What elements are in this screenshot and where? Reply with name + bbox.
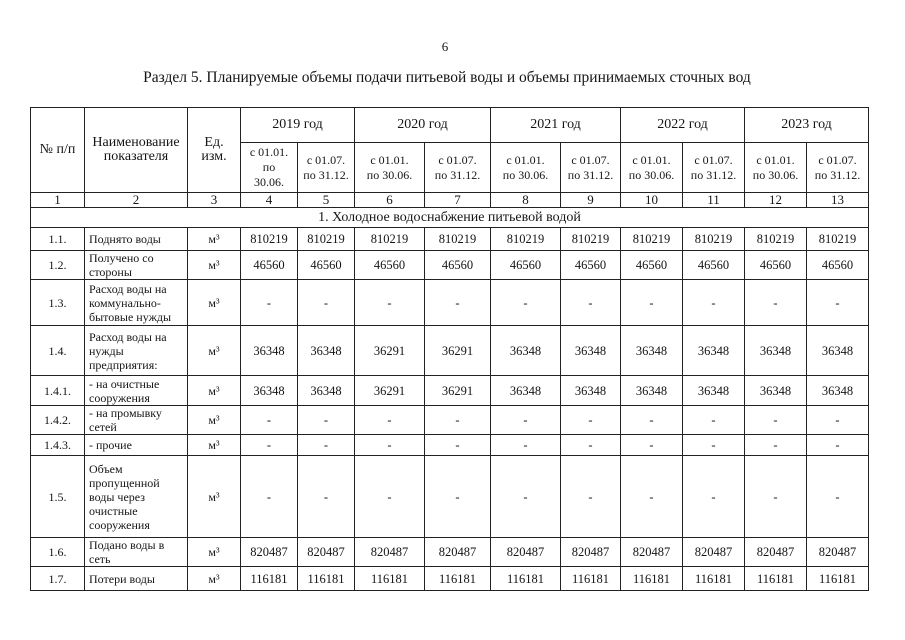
period-start: с 01.01.	[632, 152, 671, 167]
value-cell: -	[298, 280, 355, 326]
value-cell: 116181	[355, 567, 425, 591]
year-header: 2020 год	[355, 108, 491, 143]
value-cell: -	[355, 456, 425, 538]
row-number: 1.1.	[31, 228, 85, 251]
value-cell: 116181	[683, 567, 745, 591]
value-cell: 116181	[241, 567, 298, 591]
value-cell: -	[745, 435, 807, 456]
page-number: 6	[441, 39, 449, 54]
table-row	[31, 567, 869, 591]
value-cell: 46560	[683, 251, 745, 280]
indicator-name: Расход воды на нужды предприятия:	[85, 326, 188, 376]
indicator-name: - на промывку сетей	[85, 406, 188, 435]
value-cell: -	[683, 456, 745, 538]
period-end: по 30.06.	[366, 167, 413, 182]
value-cell: -	[745, 280, 807, 326]
period-start: с 01.07.	[306, 152, 346, 167]
value-cell: 46560	[491, 251, 561, 280]
period-header	[355, 143, 425, 193]
header-row-number: № п/п	[31, 108, 85, 193]
value-cell: 116181	[807, 567, 869, 591]
value-cell: -	[683, 435, 745, 456]
period-end: по 31.12.	[567, 167, 614, 182]
column-number: 3	[188, 193, 241, 208]
value-cell: 36348	[807, 376, 869, 406]
indicator-name: Получено со стороны	[85, 251, 188, 280]
value-cell: 820487	[561, 538, 621, 567]
table-row	[31, 456, 869, 538]
row-number: 1.5.	[31, 456, 85, 538]
indicator-name: Объем пропущенной воды через очистные сооружения	[85, 456, 188, 538]
row-number: 1.7.	[31, 567, 85, 591]
indicator-name: - на очистные сооружения	[85, 376, 188, 406]
column-number: 9	[561, 193, 621, 208]
indicator-name: - прочие	[85, 435, 188, 456]
unit-cell: м³	[188, 456, 241, 538]
period-start: с 01.07.	[571, 152, 610, 167]
period-end: по 30.06.	[752, 167, 799, 182]
value-cell: -	[425, 280, 491, 326]
value-cell: -	[425, 435, 491, 456]
value-cell: 116181	[298, 567, 355, 591]
period-end: по 30.06.	[254, 160, 284, 189]
period-header	[298, 143, 355, 193]
period-start: с 01.01.	[370, 152, 409, 167]
table-row	[31, 228, 869, 251]
period-header	[621, 143, 683, 193]
value-cell: 820487	[683, 538, 745, 567]
value-cell: 820487	[298, 538, 355, 567]
period-header	[425, 143, 491, 193]
table-row	[31, 538, 869, 567]
period-start: с 01.07.	[818, 152, 857, 167]
period-header	[241, 143, 298, 193]
value-cell: -	[561, 456, 621, 538]
period-header	[561, 143, 621, 193]
value-cell: -	[355, 280, 425, 326]
value-cell: 810219	[425, 228, 491, 251]
row-number: 1.4.	[31, 326, 85, 376]
value-cell: -	[491, 456, 561, 538]
period-end: по 31.12.	[814, 167, 861, 182]
value-cell: 36348	[298, 326, 355, 376]
value-cell: 36348	[491, 376, 561, 406]
value-cell: -	[491, 280, 561, 326]
table-row	[31, 326, 869, 376]
column-number: 10	[621, 193, 683, 208]
row-number: 1.2.	[31, 251, 85, 280]
period-start: с 01.01.	[506, 152, 545, 167]
value-cell: 116181	[491, 567, 561, 591]
value-cell: -	[241, 456, 298, 538]
unit-cell: м³	[188, 538, 241, 567]
value-cell: -	[355, 435, 425, 456]
value-cell: 36348	[491, 326, 561, 376]
column-number: 7	[425, 193, 491, 208]
value-cell: 36348	[298, 376, 355, 406]
unit-cell: м³	[188, 406, 241, 435]
value-cell: 36348	[561, 326, 621, 376]
value-cell: 36348	[745, 326, 807, 376]
unit-cell: м³	[188, 567, 241, 591]
header-indicator-name: Наименование показателя	[85, 108, 188, 193]
value-cell: 116181	[745, 567, 807, 591]
section-heading: 1. Холодное водоснабжение питьевой водой	[31, 208, 869, 228]
period-header	[807, 143, 869, 193]
value-cell: 810219	[621, 228, 683, 251]
column-number: 11	[683, 193, 745, 208]
value-cell: -	[807, 435, 869, 456]
value-cell: 46560	[425, 251, 491, 280]
year-header: 2022 год	[621, 108, 745, 143]
period-end: по 30.06.	[502, 167, 549, 182]
value-cell: 36348	[807, 326, 869, 376]
value-cell: -	[298, 406, 355, 435]
value-cell: -	[561, 280, 621, 326]
column-number: 4	[241, 193, 298, 208]
value-cell: 36348	[621, 376, 683, 406]
period-start: с 01.01.	[249, 145, 289, 159]
indicator-name: Потери воды	[85, 567, 188, 591]
value-cell: -	[621, 456, 683, 538]
value-cell: -	[425, 456, 491, 538]
value-cell: 820487	[241, 538, 298, 567]
period-start: с 01.01.	[756, 152, 795, 167]
section-row	[31, 208, 869, 228]
column-number: 13	[807, 193, 869, 208]
value-cell: -	[491, 406, 561, 435]
value-cell: 116181	[561, 567, 621, 591]
period-end: по 30.06.	[628, 167, 675, 182]
value-cell: 820487	[491, 538, 561, 567]
indicator-name: Расход воды на коммунально-бытовые нужды	[85, 280, 188, 326]
value-cell: -	[807, 406, 869, 435]
value-cell: 810219	[298, 228, 355, 251]
row-number: 1.4.1.	[31, 376, 85, 406]
column-number: 6	[355, 193, 425, 208]
value-cell: 36291	[425, 326, 491, 376]
value-cell: -	[241, 435, 298, 456]
value-cell: 36291	[355, 376, 425, 406]
period-header	[683, 143, 745, 193]
value-cell: -	[241, 406, 298, 435]
column-number-row	[31, 193, 869, 208]
value-cell: 36291	[355, 326, 425, 376]
value-cell: 46560	[745, 251, 807, 280]
value-cell: 116181	[621, 567, 683, 591]
value-cell: 46560	[621, 251, 683, 280]
row-number: 1.4.3.	[31, 435, 85, 456]
value-cell: 810219	[491, 228, 561, 251]
table-row	[31, 406, 869, 435]
water-supply-plan-table	[30, 107, 869, 591]
value-cell: 810219	[745, 228, 807, 251]
value-cell: 820487	[807, 538, 869, 567]
value-cell: -	[561, 406, 621, 435]
value-cell: 116181	[425, 567, 491, 591]
unit-cell: м³	[188, 326, 241, 376]
value-cell: 810219	[807, 228, 869, 251]
value-cell: -	[298, 435, 355, 456]
table-row	[31, 280, 869, 326]
value-cell: 46560	[298, 251, 355, 280]
value-cell: 810219	[241, 228, 298, 251]
document-title: Раздел 5. Планируемые объемы подачи питьевой воды и объемы принимаемых сточных вод	[143, 69, 751, 86]
period-end: по 31.12.	[434, 167, 481, 182]
period-end: по 31.12.	[303, 167, 349, 182]
value-cell: -	[683, 406, 745, 435]
column-number: 12	[745, 193, 807, 208]
column-number: 2	[85, 193, 188, 208]
period-header	[745, 143, 807, 193]
value-cell: 36348	[621, 326, 683, 376]
value-cell: -	[621, 406, 683, 435]
indicator-name: Подано воды в сеть	[85, 538, 188, 567]
value-cell: 46560	[807, 251, 869, 280]
value-cell: 36348	[683, 376, 745, 406]
row-number: 1.4.2.	[31, 406, 85, 435]
column-number: 5	[298, 193, 355, 208]
value-cell: -	[621, 280, 683, 326]
value-cell: -	[561, 435, 621, 456]
value-cell: 36348	[683, 326, 745, 376]
value-cell: 46560	[355, 251, 425, 280]
value-cell: 810219	[683, 228, 745, 251]
value-cell: 36348	[241, 376, 298, 406]
row-number: 1.3.	[31, 280, 85, 326]
value-cell: -	[491, 435, 561, 456]
year-header: 2019 год	[241, 108, 355, 143]
value-cell: 36348	[561, 376, 621, 406]
value-cell: -	[807, 456, 869, 538]
value-cell: 36291	[425, 376, 491, 406]
table-row	[31, 251, 869, 280]
unit-cell: м³	[188, 435, 241, 456]
value-cell: 820487	[621, 538, 683, 567]
value-cell: 820487	[355, 538, 425, 567]
value-cell: -	[355, 406, 425, 435]
indicator-name: Поднято воды	[85, 228, 188, 251]
unit-cell: м³	[188, 280, 241, 326]
value-cell: -	[425, 406, 491, 435]
value-cell: 46560	[241, 251, 298, 280]
period-end: по 31.12.	[690, 167, 737, 182]
column-number: 8	[491, 193, 561, 208]
table-row	[31, 376, 869, 406]
value-cell: -	[807, 280, 869, 326]
period-start: с 01.07.	[438, 152, 477, 167]
value-cell: 810219	[561, 228, 621, 251]
value-cell: -	[621, 435, 683, 456]
value-cell: -	[298, 456, 355, 538]
value-cell: 46560	[561, 251, 621, 280]
unit-cell: м³	[188, 251, 241, 280]
unit-cell: м³	[188, 228, 241, 251]
row-number: 1.6.	[31, 538, 85, 567]
value-cell: 36348	[745, 376, 807, 406]
year-header: 2021 год	[491, 108, 621, 143]
value-cell: 810219	[355, 228, 425, 251]
period-start: с 01.07.	[694, 152, 733, 167]
year-header: 2023 год	[745, 108, 869, 143]
table-row	[31, 435, 869, 456]
value-cell: -	[683, 280, 745, 326]
column-number: 1	[31, 193, 85, 208]
period-header	[491, 143, 561, 193]
unit-cell: м³	[188, 376, 241, 406]
value-cell: -	[745, 406, 807, 435]
value-cell: 820487	[745, 538, 807, 567]
value-cell: -	[745, 456, 807, 538]
value-cell: -	[241, 280, 298, 326]
header-row-years	[31, 108, 869, 143]
value-cell: 36348	[241, 326, 298, 376]
header-unit: Ед. изм.	[188, 108, 241, 193]
value-cell: 820487	[425, 538, 491, 567]
